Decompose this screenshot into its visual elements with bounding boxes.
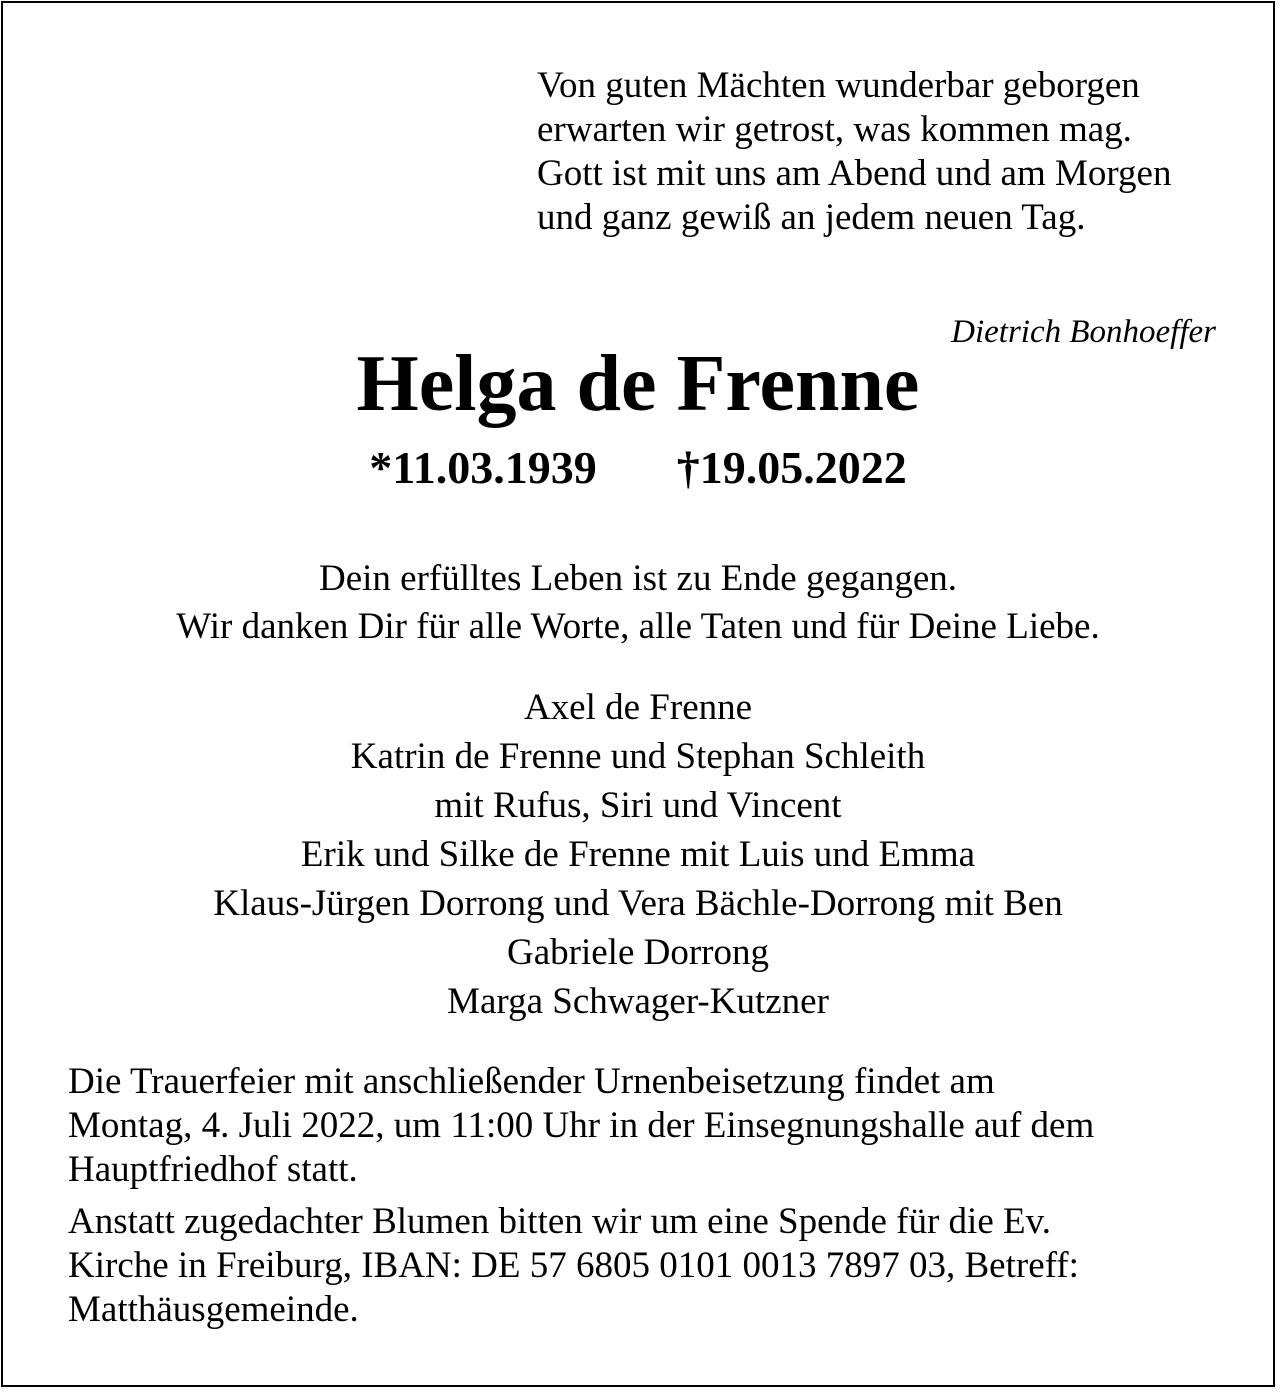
mourner: Gabriele Dorrong	[507, 932, 769, 973]
quote-line: Von guten Mächten wunderbar geborgen	[537, 65, 1140, 106]
funeral-notice-line: Hauptfriedhof statt.	[68, 1149, 358, 1190]
tribute-line: Wir danken Dir für alle Worte, alle Taten und für Deine Liebe.	[176, 606, 1100, 647]
quote-author: Dietrich Bonhoeffer	[951, 314, 1216, 350]
tribute-line: Dein erfülltes Leben ist zu Ende gegangen.	[318, 558, 957, 599]
quote-line: erwarten wir getrost, was kommen mag.	[537, 109, 1132, 150]
quote-line: und ganz gewiß an jedem neuen Tag.	[537, 197, 1086, 238]
mourner: Katrin de Frenne und Stephan Schleith	[350, 736, 926, 777]
funeral-notice-line: Montag, 4. Juli 2022, um 11:00 Uhr in der Einsegnungshalle auf dem	[68, 1105, 1095, 1146]
mourner: Axel de Frenne	[523, 687, 753, 728]
tribute-text	[0, 555, 1276, 651]
death-date: †19.05.2022	[676, 442, 907, 493]
donation-notice-line: Anstatt zugedachter Blumen bitten wir um eine Spende für die Ev.	[68, 1201, 1051, 1242]
mourner: mit Rufus, Siri und Vincent	[434, 785, 842, 826]
donation-notice-line: Kirche in Freiburg, IBAN: DE 57 6805 0101 0013 7897 03, Betreff:	[68, 1245, 1079, 1286]
quote-line: Gott ist mit uns am Abend und am Morgen	[537, 153, 1172, 194]
funeral-notice-line: Die Trauerfeier mit anschließender Urnenbeisetzung findet am	[68, 1061, 995, 1102]
mourner: Erik und Silke de Frenne mit Luis und Emma	[300, 834, 976, 875]
deceased-name: Helga de Frenne	[356, 340, 920, 428]
mourners-list	[0, 683, 1276, 1026]
donation-notice	[68, 1200, 1210, 1332]
quote-block	[537, 64, 1227, 350]
donation-notice-line: Matthäusgemeinde.	[68, 1289, 359, 1330]
funeral-notice	[68, 1060, 1210, 1192]
mourner: Marga Schwager-Kutzner	[447, 981, 829, 1022]
mourner: Klaus-Jürgen Dorrong und Vera Bächle-Dorrong mit Ben	[213, 883, 1063, 924]
life-dates	[0, 440, 1276, 496]
birth-date: *11.03.1939	[369, 442, 597, 493]
